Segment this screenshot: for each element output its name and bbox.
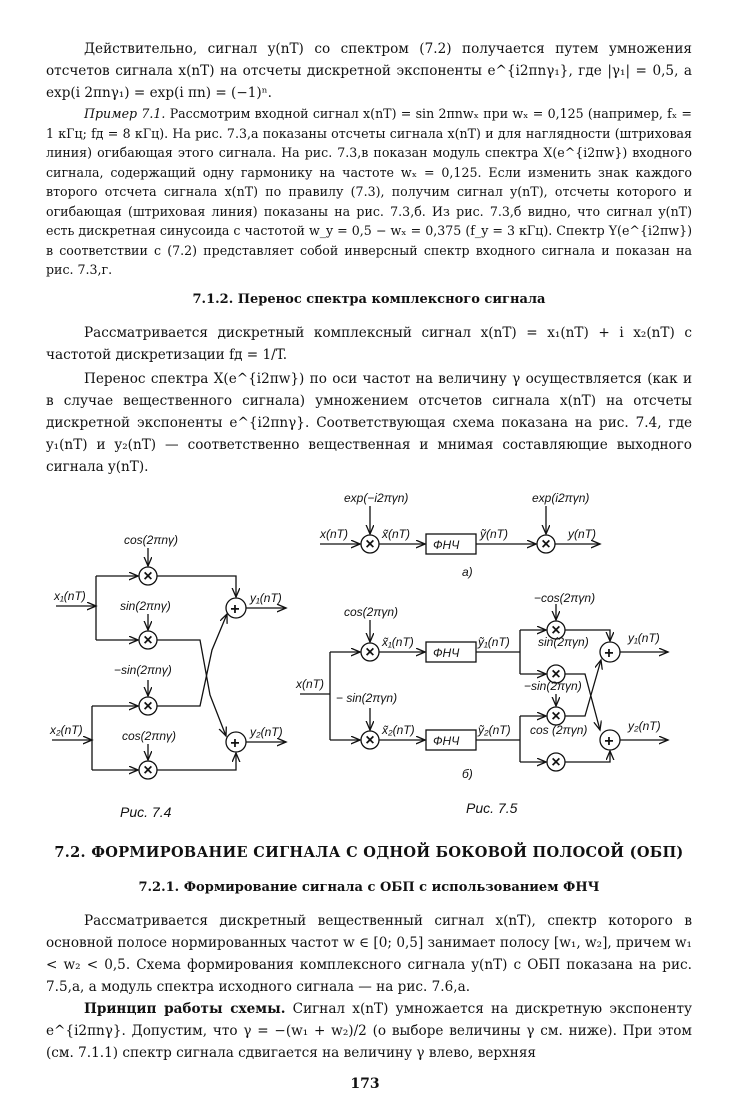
section-title-7-2: 7.2. ФОРМИРОВАНИЕ СИГНАЛА С ОДНОЙ БОКОВОЙ ПОЛОСОЙ (ОБП) (54, 844, 684, 861)
times-symbol: × (143, 568, 153, 585)
label-minus-sin-75b: − sin(2πγn) (336, 691, 398, 705)
times-symbol: × (365, 644, 375, 661)
label-cos-75b: cos(2πγn) (344, 605, 399, 619)
caption-a: а) (462, 565, 473, 579)
example-label: Пример 7.1. (84, 106, 166, 121)
figures-svg (0, 480, 730, 780)
label-y2-out: y₂(nT) (250, 725, 283, 739)
label-ytilde: ỹ(nT) (480, 527, 508, 541)
times-symbol: × (365, 732, 375, 749)
label-x2-in: x₂(nT) (50, 723, 83, 737)
label-x-in-a: x(nT) (320, 527, 348, 541)
times-symbol: × (551, 754, 561, 771)
label-x1tilde: x̃₁(nT) (382, 635, 414, 649)
lpf-label-b2: ФНЧ (433, 734, 460, 748)
section-title-7-1-2: 7.1.2. Перенос спектра комплексного сигнала (192, 292, 546, 307)
label-exp-minus: exp(−i2πγn) (344, 491, 409, 505)
label-cos-74: cos(2πnγ) (124, 533, 179, 547)
principle-lead: Принцип работы схемы. (84, 1001, 286, 1017)
label-y1-out-b: y₁(nT) (628, 631, 660, 645)
times-symbol: × (551, 708, 561, 725)
plus-symbol: + (230, 601, 240, 618)
label-exp-plus: exp(i2πγn) (532, 491, 590, 505)
label-minus-sin2-75b: −sin(2πγn) (524, 679, 582, 693)
paragraph-intro: Действительно, сигнал y(nT) со спектром (7.2) получается путем умножения отсчетов сигнала x(nT) на отсчеты дискретной экспоненты e^{i2πnγ₁}, где |γ₁| = 0,5, а exp(i 2πnγ₁) = exp(i πn) = (−1)ⁿ. (46, 41, 692, 101)
label-sin-75b: sin(2πγn) (538, 635, 589, 649)
example-body: Рассмотрим входной сигнал x(nT) = sin 2πnwₓ при wₓ = 0,125 (например, fₓ = 1 кГц; fд = 8 кГц). На рис. 7.3,а показаны отсчеты сигнала x(nT) и для наглядности (штриховая линия) огибающая этого сигнала. На рис. 7.3,в показан модуль спектра X(e^{i2πw}) входного сигнала, содержащий одну гармонику на частоте wₓ = 0,125. Если изменить знак каждого второго отсчета сигнала x(nT) по правилу (7.3), получим сигнал y(nT), отсчеты которого и огибающая (штриховая линия) показаны на рис. 7.3,б. Из рис. 7.3,б видно, что сигнал y(nT) есть дискретная синусоида с частотой w_y = 0,5 − wₓ = 0,375 (f_y = 3 кГц). Спектр Y(e^{i2πw}) в соответствии с (7.2) представляет собой инверсный спектр входного сигнала и показан на рис. 7.3,г. (46, 106, 692, 277)
label-y2-out-b: y₂(nT) (628, 719, 661, 733)
label-y-out-a: y(nT) (568, 527, 596, 541)
label-cos2-75b: cos (2πγn) (530, 723, 588, 737)
paragraph-transfer: Перенос спектра X(e^{i2πw}) по оси частот на величину γ осуществляется (как и в случае вещественного сигнала) умножением отсчетов сигнала x(nT) на отсчеты дискретной экспоненты e^{i2πnγ}. Соответствующая схема показана на рис. 7.4, где y₁(nT) и y₂(nT) — соответственно вещественная и мнимая составляющие выходного сигнала y(nT). (46, 371, 692, 475)
lpf-label-b1: ФНЧ (433, 646, 460, 660)
label-cos2-74: cos(2πnγ) (122, 729, 177, 743)
label-minus-cos-75b: −cos(2πγn) (534, 591, 596, 605)
times-symbol: × (143, 698, 153, 715)
times-symbol: × (143, 632, 153, 649)
diagram-fig-7-5a (320, 506, 600, 554)
label-x2tilde: x̃₂(nT) (382, 723, 415, 737)
plus-symbol: + (604, 733, 614, 750)
label-x-in-b: x(nT) (296, 677, 324, 691)
caption-fig-7-4: Рис. 7.4 (120, 804, 172, 820)
caption-b: б) (462, 767, 473, 780)
lpf-label-a: ФНЧ (433, 538, 460, 552)
paragraph-example (46, 104, 692, 280)
times-symbol: × (365, 536, 375, 553)
paragraph-principle (46, 998, 692, 1064)
caption-fig-7-5: Рис. 7.5 (466, 800, 518, 816)
label-y1-out: y₁(nT) (250, 591, 282, 605)
section-title-7-2-1: 7.2.1. Формирование сигнала с ОБП с использованием ФНЧ (138, 880, 600, 895)
plus-symbol: + (230, 735, 240, 752)
times-symbol: × (541, 536, 551, 553)
times-symbol: × (143, 762, 153, 779)
label-y2tilde: ỹ₂(nT) (478, 723, 511, 737)
times-symbol: × (551, 622, 561, 639)
times-symbol: × (551, 666, 561, 683)
label-sin-74: sin(2πnγ) (120, 599, 171, 613)
label-xtilde: x̃(nT) (382, 527, 410, 541)
page-number: 173 (350, 1076, 380, 1092)
principle-body: Сигнал x(nT) умножается на дискретную экспоненту e^{i2πnγ}. Допустим, что γ = −(w₁ + w₂)/2 (о выборе величины γ см. ниже). При этом (см. 7.1.1) спектр сигнала сдвигается на величину γ влево, верхняя (46, 1001, 693, 1061)
plus-symbol: + (604, 645, 614, 662)
label-y1tilde: ỹ₁(nT) (478, 635, 510, 649)
paragraph-real-signal: Рассматривается дискретный вещественный сигнал x(nT), спектр которого в основной полосе нормированных частот w ∈ [0; 0,5] занимает полосу [w₁, w₂], причем w₁ < w₂ < 0,5. Схема формирования комплексного сигнала y(nT) с ОБП показана на рис. 7.5,а, а модуль спектра исходного сигнала — на рис. 7.6,а. (46, 913, 692, 995)
paragraph-complex: Рассматривается дискретный комплексный сигнал x(nT) = x₁(nT) + i x₂(nT) с частотой дискретизации fд = 1/T. (46, 325, 692, 363)
label-x1-in: x₁(nT) (54, 589, 86, 603)
label-minus-sin-74: −sin(2πnγ) (114, 663, 172, 677)
